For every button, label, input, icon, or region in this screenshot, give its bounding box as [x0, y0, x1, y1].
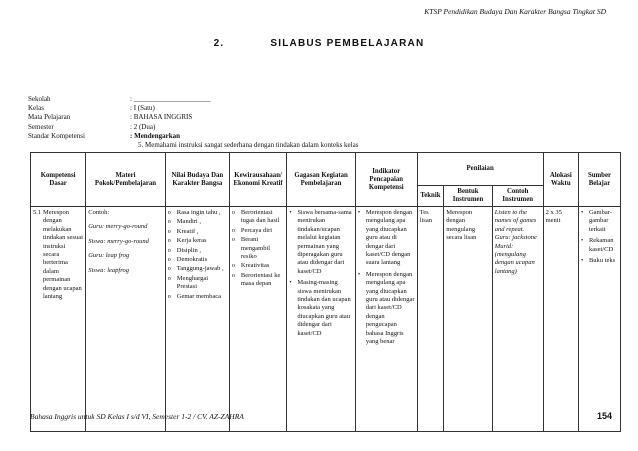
table-row	[31, 207, 621, 432]
col-kegiatan: Gagasan Kegiatan Pembelajaran	[287, 153, 356, 207]
col-sumber: Sumber Belajar	[578, 153, 620, 207]
cell-bentuk: Merespon dengan mengulang secara lisan	[444, 207, 493, 432]
list-item: • Masing-masing siswa menirukan tindakan dan ucapan kosakata yang diucapkan guru atau didengar dari kaset/CD	[289, 279, 353, 338]
info-value	[130, 132, 180, 141]
col-nilai: Nilai Budaya Dan Karakter Bangsa	[165, 153, 229, 207]
col-kompetensi: Kompetensi Dasar	[31, 153, 86, 207]
info-label	[28, 141, 130, 150]
syllabus-table	[30, 152, 621, 432]
info-row-mapel	[28, 113, 358, 122]
indikator-list	[358, 209, 415, 347]
kegiatan-list	[289, 209, 353, 338]
list-item: • Siswa bersama-sama menirukan tindakan/ucapan melalui kegiatan permainan yang diperagakan guru atau didengar dari kaset/CD	[289, 209, 353, 276]
list-item: o Berani mengambil resiko	[232, 236, 284, 261]
info-value: : ______________________	[130, 95, 211, 103]
list-item: • Merespon dengan mengulang apa yang diucapkan guru atau didengar dari kaset/CD dengan pengucapan bahasa Inggris yang benar	[358, 271, 415, 347]
col-teknik: Teknik	[417, 186, 444, 207]
info-label: Sekolah	[28, 95, 51, 103]
list-item: • Buku teks	[581, 257, 618, 265]
table-header-row	[31, 153, 621, 186]
info-label: Mata Pelajaran	[28, 113, 71, 122]
running-header: KTSP Pendidikan Budaya Dan Karakter Bangsa Tingkat SD	[424, 7, 606, 16]
list-item: o Gemar membaca	[168, 293, 227, 301]
cell-kompetensi	[31, 207, 86, 432]
info-row-sk-detail	[28, 141, 358, 150]
materi-guru-1: Guru: merry-go-round	[88, 223, 148, 231]
list-item: o Tanggung-jawab ,	[168, 265, 227, 273]
list-item: o Kreativitas	[232, 262, 284, 270]
list-item: o Rasa ingin tahu ,	[168, 209, 227, 217]
kewirausahaan-list	[232, 209, 284, 289]
col-materi: Materi Pokok/Pembelajaran	[86, 153, 166, 207]
materi-siswa-2: Siswa: leapfrog	[88, 266, 129, 274]
sumber-list	[581, 209, 618, 265]
col-alokasi: Alokasi Waktu	[543, 153, 578, 207]
info-value: : BAHASA INGGRIS	[130, 113, 193, 122]
materi-siswa-1: Siswa: merry-go-round	[88, 237, 149, 245]
cell-sumber	[578, 207, 620, 432]
info-label: Standar Kompetensi	[28, 131, 85, 140]
materi-guru-2: Guru: leap frog	[88, 252, 130, 260]
cell-teknik: Tes lisan	[417, 207, 444, 432]
nilai-list	[168, 209, 227, 301]
list-item: o Kreatif ,	[168, 228, 227, 236]
info-value-bold: : Mendengarkan	[130, 131, 180, 140]
list-item: o Disiplin ,	[168, 247, 227, 255]
materi-contoh-label: Contoh:	[88, 209, 110, 216]
col-contoh: Contoh Instrumen	[492, 186, 543, 207]
col-indikator: Indikator Pencapaian Kompetensi	[355, 153, 417, 207]
info-label: Kelas	[28, 104, 44, 113]
title-number: 2.	[213, 38, 225, 49]
page-title	[0, 38, 638, 49]
col-bentuk: Bentuk Instrumen	[444, 186, 493, 207]
list-item: o Percaya diri	[232, 227, 284, 235]
info-value: : 2 (Dua)	[130, 122, 156, 131]
info-row-kelas	[28, 104, 358, 113]
cell-contoh: Listen to the names of games and repeat. Guru: jackstone Murid: (mengulang dengan ucapan lantang)	[492, 207, 543, 432]
list-item: o Berorientasi ke masa depan	[232, 272, 284, 289]
cell-indikator	[355, 207, 417, 432]
col-kewirausahaan: Kewirausahaan/ Ekonomi Kreatif	[229, 153, 286, 207]
info-row-sekolah	[28, 95, 358, 104]
info-value: 5. Memahami instruksi sangat sederhana dengan tindakan dalam konteks kelas	[138, 141, 359, 150]
info-row-semester	[28, 123, 358, 132]
info-label: Semester	[28, 122, 54, 131]
list-item: • Merespon dengan mengulang apa yang diucapkan guru atau di dengar dari kaset/CD dengan suara lantang	[358, 209, 415, 268]
title-text: SILABUS PEMBELAJARAN	[270, 38, 425, 49]
list-item: o Mandiri ,	[168, 218, 227, 226]
cell-alokasi: 2 x 35 menit	[543, 207, 578, 432]
footer-text: Bahasa Inggris untuk SD Kelas I s/d VI, Semester 1-2 / CV. AZ-ZAHRA	[30, 412, 244, 421]
page-number: 154	[596, 411, 612, 421]
info-block	[28, 95, 358, 150]
cell-nilai	[165, 207, 229, 432]
info-value: : I (Satu)	[130, 104, 155, 113]
list-item: o Berorientasi tugas dan hasil	[232, 209, 284, 226]
kd-number: 5.1	[33, 209, 42, 216]
list-item: • Gambar-gambar terkait	[581, 209, 618, 234]
col-penilaian: Penilaian	[417, 153, 543, 186]
list-item: • Rekaman kaset/CD	[581, 237, 618, 254]
info-row-sk	[28, 132, 358, 141]
cell-kewirausahaan	[229, 207, 286, 432]
list-item: o Kerja keras	[168, 237, 227, 245]
list-item: o Menghargai Prestasi	[168, 275, 227, 292]
cell-materi	[86, 207, 166, 432]
cell-kegiatan	[287, 207, 356, 432]
kd-text: Merespon dengan melakukan tindakan sesuai instruksi secara berterima dalam permainan dengan ucapan lantang	[43, 209, 83, 301]
list-item: o Demokratis	[168, 256, 227, 264]
